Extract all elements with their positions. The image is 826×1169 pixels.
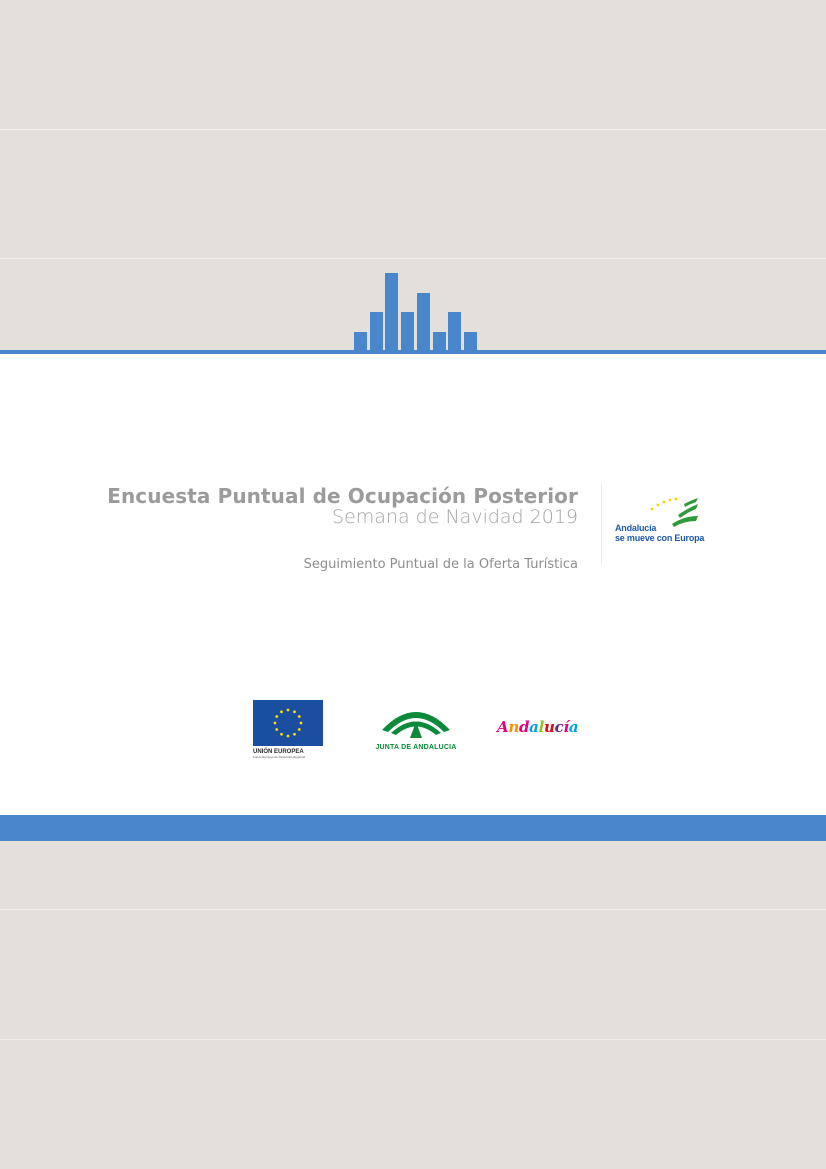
eu-star-icon bbox=[287, 735, 290, 738]
eu-stars-icon bbox=[253, 700, 323, 746]
eu-star-icon bbox=[280, 710, 283, 713]
brand-letter: a bbox=[568, 718, 579, 736]
top-background-band bbox=[0, 0, 826, 353]
vertical-divider bbox=[601, 484, 602, 564]
blue-horizontal-strip bbox=[0, 815, 826, 842]
brand-letter: a bbox=[529, 718, 539, 736]
eu-flag-icon bbox=[253, 700, 323, 746]
brand-letter: d bbox=[518, 718, 530, 736]
eu-label: UNIÓN EUROPEA bbox=[253, 749, 304, 755]
report-subtitle: Semana de Navidad 2019 bbox=[332, 506, 578, 528]
eu-star-icon bbox=[300, 722, 303, 725]
brand-letter: u bbox=[543, 718, 555, 736]
eu-star-icon bbox=[287, 709, 290, 712]
junta-label: JUNTA DE ANDALUCIA bbox=[375, 744, 457, 751]
cover-title-block bbox=[107, 484, 578, 528]
eu-star-icon bbox=[275, 715, 278, 718]
decorative-bar bbox=[370, 312, 383, 351]
eu-star-icon bbox=[280, 733, 283, 736]
brand-letter: l bbox=[538, 718, 544, 736]
junta-arch-icon bbox=[374, 700, 458, 744]
eu-logo bbox=[253, 700, 323, 759]
report-tagline: Seguimiento Puntual de la Oferta Turística bbox=[303, 557, 578, 572]
brand-letter: A bbox=[497, 718, 509, 736]
decorative-bar bbox=[385, 273, 398, 351]
brand-letter: í bbox=[563, 718, 569, 736]
brand-letter: c bbox=[554, 718, 564, 736]
decorative-bar bbox=[448, 312, 461, 351]
eu-star-icon bbox=[275, 728, 278, 731]
eu-star-icon bbox=[293, 733, 296, 736]
band-divider bbox=[0, 129, 826, 130]
andalucia-europa-logo bbox=[612, 494, 705, 554]
decorative-bar bbox=[354, 332, 367, 351]
eu-star-icon bbox=[298, 715, 301, 718]
band-divider bbox=[0, 258, 826, 259]
eu-sublabel: Fondo Europeo de Desarrollo Regional bbox=[253, 755, 306, 759]
brand-letter: n bbox=[508, 718, 519, 736]
andalucia-brand-wordmark bbox=[497, 718, 582, 736]
junta-andalucia-logo bbox=[374, 700, 458, 756]
blue-horizontal-rule bbox=[0, 350, 826, 354]
decorative-bar bbox=[401, 312, 414, 351]
decorative-bar bbox=[417, 293, 430, 351]
andalucia-europa-line1: Andalucía bbox=[615, 523, 657, 533]
eu-star-icon bbox=[298, 728, 301, 731]
eu-star-icon bbox=[293, 710, 296, 713]
bottom-background-band bbox=[0, 841, 826, 1169]
decorative-bar bbox=[464, 332, 477, 351]
andalucia-europa-line2: se mueve con Europa bbox=[615, 533, 705, 543]
band-divider bbox=[0, 909, 826, 910]
decorative-bar bbox=[433, 332, 446, 351]
andalucia-brand-logo bbox=[497, 718, 582, 748]
eu-star-icon bbox=[274, 722, 277, 725]
report-title: Encuesta Puntual de Ocupación Posterior bbox=[107, 484, 578, 508]
band-divider bbox=[0, 1039, 826, 1040]
